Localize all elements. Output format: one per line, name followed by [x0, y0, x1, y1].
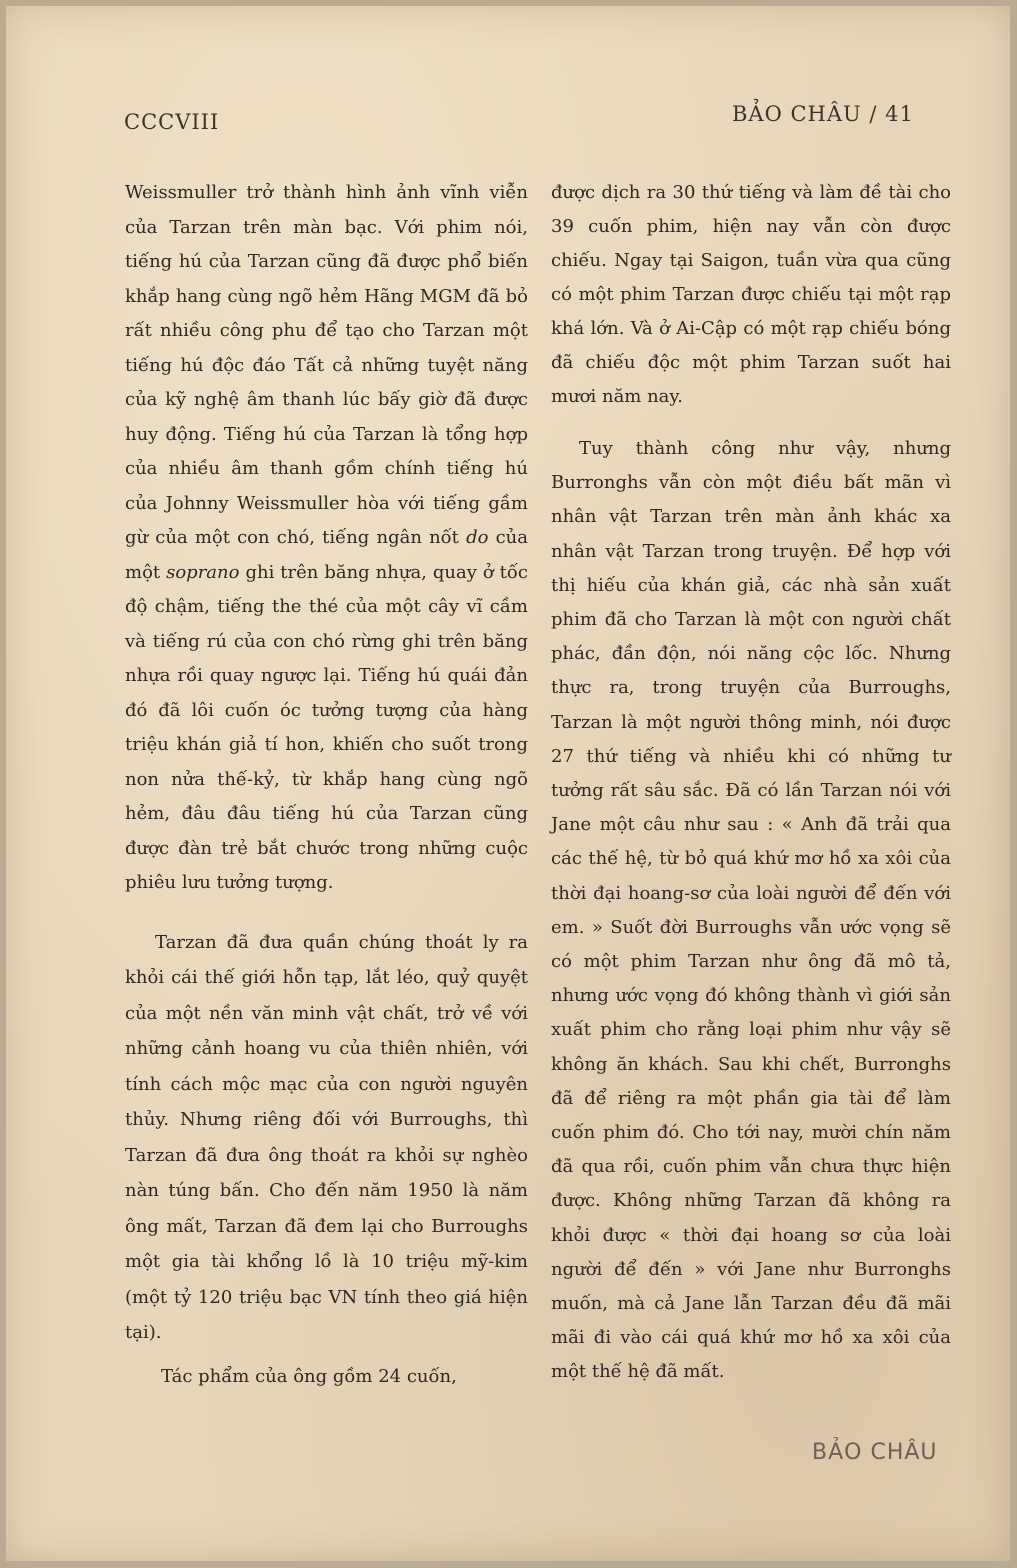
paragraph-text: Weissmuller trở thành hình ảnh vĩnh viễn của Tarzan trên màn bạc. Với phim nói, tiếng hú của Tarzan cũng đã được phổ biến khắp hang cùng ngõ hẻm Hãng MGM đã bỏ rất nhiều công phu để tạo cho Tarzan một tiếng hú độc đáo Tất cả những tuyệt năng của kỹ nghệ âm thanh lúc bấy giờ đã được huy động. Tiếng hú của Tarzan là tổng hợp của nhiều âm thanh gồm chính tiếng hú của Johnny Weissmuller hòa với tiếng gầm gừ của một con chó, tiếng ngân nốt	[125, 182, 528, 548]
italic-term: do	[466, 527, 489, 548]
paragraph: Tarzan đã đưa quần chúng thoát ly ra khỏi cái thế giới hỗn tạp, lắt léo, quỷ quyệt của một nền văn minh vật chất, trở về với những cảnh hoang vu của thiên nhiên, với tính cách mộc mạc của con người nguyên thủy. Nhưng riêng đối với Burroughs, thì Tarzan đã đưa ông thoát ra khỏi sự nghèo nàn túng bấn. Cho đến năm 1950 là năm ông mất, Tarzan đã đem lại cho Burroughs một gia tài khổng lồ là 10 triệu mỹ-kim (một tỷ 120 triệu bạc VN tính theo giá hiện tại).	[125, 931, 528, 1343]
right-column	[551, 176, 951, 1390]
paragraph-text: của một	[125, 527, 528, 583]
italic-term: soprano	[166, 561, 240, 583]
page-header-author-page-number: BẢO CHÂU / 41	[732, 102, 914, 126]
book-page	[6, 6, 1010, 1561]
page-section-marker: CCCVIII	[124, 110, 220, 134]
paragraph	[125, 176, 528, 901]
paragraph: Tuy thành công như vậy, nhưng Burronghs vẫn còn một điều bất mãn vì nhân vật Tarzan trên màn ảnh khác xa nhân vật Tarzan trong truyện. Để hợp với thị hiếu của khán giả, các nhà sản xuất phim đã cho Tarzan là một con người chất phác, đần độn, nói năng cộc lốc. Nhưng thực ra, trong truyện của Burroughs, Tarzan là một người thông minh, nói được 27 thứ tiếng và nhiều khi có những tư tưởng rất sâu sắc. Đã có lần Tarzan nói với Jane một câu như sau : « Anh đã trải qua các thế hệ, từ bỏ quá khứ mơ hồ xa xôi của thời đại hoang-sơ của loài người để đến với em. » Suốt đời Burroughs vẫn ước vọng sẽ có một phim Tarzan như ông đã mô tả, nhưng ước vọng đó không thành vì giới sản xuất phim cho rằng loại phim như vậy sẽ không ăn khách. Sau khi chết, Burronghs đã để riêng ra một phần gia tài để làm cuốn phim đó. Cho tới nay, mười chín năm đã qua rồi, cuốn phim vẫn chưa thực hiện được. Không những Tarzan đã không ra khỏi được « thời đại hoang sơ của loài người để đến » với Jane như Burronghs muốn, mà cả Jane lẫn Tarzan đều đã mãi mãi đi vào cái quá khứ mơ hồ xa xôi của một thế hệ đã mất.	[551, 438, 951, 1383]
author-signature: BẢO CHÂU	[812, 1440, 938, 1465]
paragraph: được dịch ra 30 thứ tiếng và làm đề tài cho 39 cuốn phim, hiện nay vẫn còn được chiếu. Ngay tại Saigon, tuần vừa qua cũng có một phim Tarzan được chiếu tại một rạp khá lớn. Và ở Ai-Cập có một rạp chiếu bóng đã chiếu độc một phim Tarzan suốt hai mươi năm nay.	[551, 182, 951, 407]
paragraph-text: ghi trên băng nhựa, quay ở tốc độ chậm, tiếng the thé của một cây vĩ cầm và tiếng rú của con chó rừng ghi trên băng nhựa rồi quay ngược lại. Tiếng hú quái đản đó đã lôi cuốn óc tưởng tượng của hàng triệu khán giả tí hon, khiến cho suốt trong non nửa thế-kỷ, từ khắp hang cùng ngõ hẻm, đâu đâu tiếng hú của Tarzan cũng được đàn trẻ bắt chước trong những cuộc phiêu lưu tưởng tượng.	[125, 561, 528, 893]
left-column	[125, 176, 528, 1394]
paragraph: Tác phẩm của ông gồm 24 cuốn,	[161, 1365, 457, 1387]
